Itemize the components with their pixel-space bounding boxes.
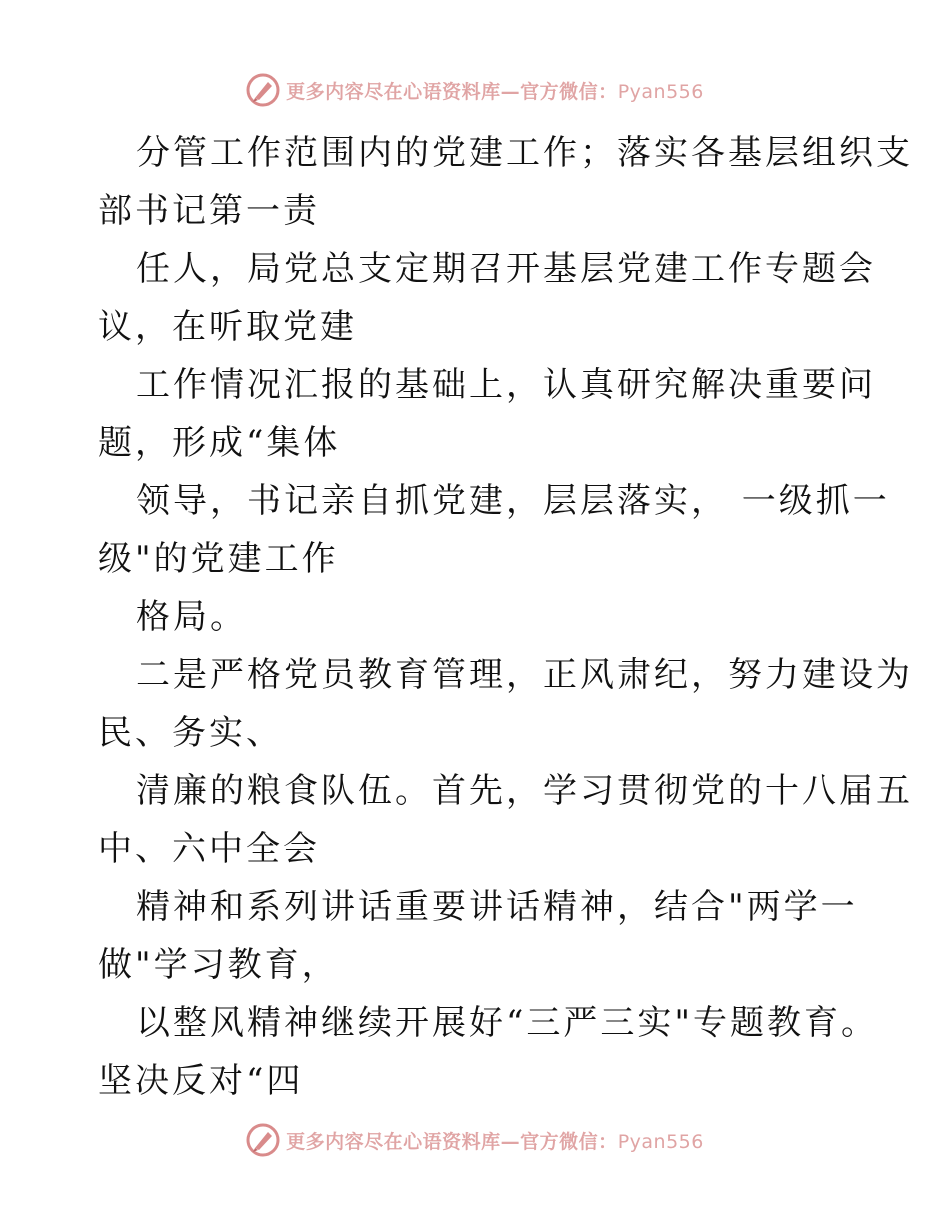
watermark-wechat-label: 官方微信：: [520, 1130, 618, 1153]
watermark-wechat-id: Pyan556: [617, 1130, 704, 1153]
body-line: 中、六中全会: [98, 829, 320, 869]
document-body: [98, 124, 913, 1110]
body-line: 做"学习教育，: [98, 945, 339, 985]
body-line: 分管工作范围内的党建工作；落实各基层组织支: [136, 133, 913, 173]
watermark-wechat-id: Pyan556: [617, 80, 704, 103]
body-line: 以整风精神继续开展好“三严三实"专题教育。: [136, 1003, 879, 1043]
watermark-text: [286, 77, 704, 104]
body-line: 任人，局党总支定期召开基层党建工作专题会: [136, 249, 876, 289]
body-line: 清廉的粮食队伍。首先，学习贯彻党的十八届五: [136, 771, 913, 811]
body-line: 格局。: [136, 597, 247, 637]
body-line: 部书记第一责: [98, 191, 320, 231]
body-line: 二是严格党员教育管理，正风肃纪，努力建设为: [136, 655, 913, 695]
watermark-main: 更多内容尽在心语资料库: [286, 80, 501, 103]
watermark-text: [286, 1127, 704, 1154]
pen-logo-icon: [246, 1123, 280, 1157]
body-line: 工作情况汇报的基础上，认真研究解决重要问: [136, 365, 876, 405]
watermark-wechat-label: 官方微信：: [520, 80, 618, 103]
body-line: 议，在听取党建: [98, 307, 357, 347]
body-line: 题，形成“集体: [98, 423, 341, 463]
body-line: 坚决反对“四: [98, 1061, 304, 1101]
watermark-main: 更多内容尽在心语资料库: [286, 1130, 501, 1153]
header-watermark: [0, 70, 950, 110]
body-line: 领导，书记亲自抓党建，层层落实， 一级抓一: [136, 481, 890, 521]
body-line: 精神和系列讲话重要讲话精神，结合"两学一: [136, 887, 858, 927]
watermark-separator: —: [500, 80, 521, 103]
footer-watermark: [0, 1120, 950, 1160]
watermark-separator: —: [500, 1130, 521, 1153]
body-line: 民、务实、: [98, 713, 283, 753]
body-line: 级"的党建工作: [98, 539, 339, 579]
pen-logo-icon: [246, 73, 280, 107]
